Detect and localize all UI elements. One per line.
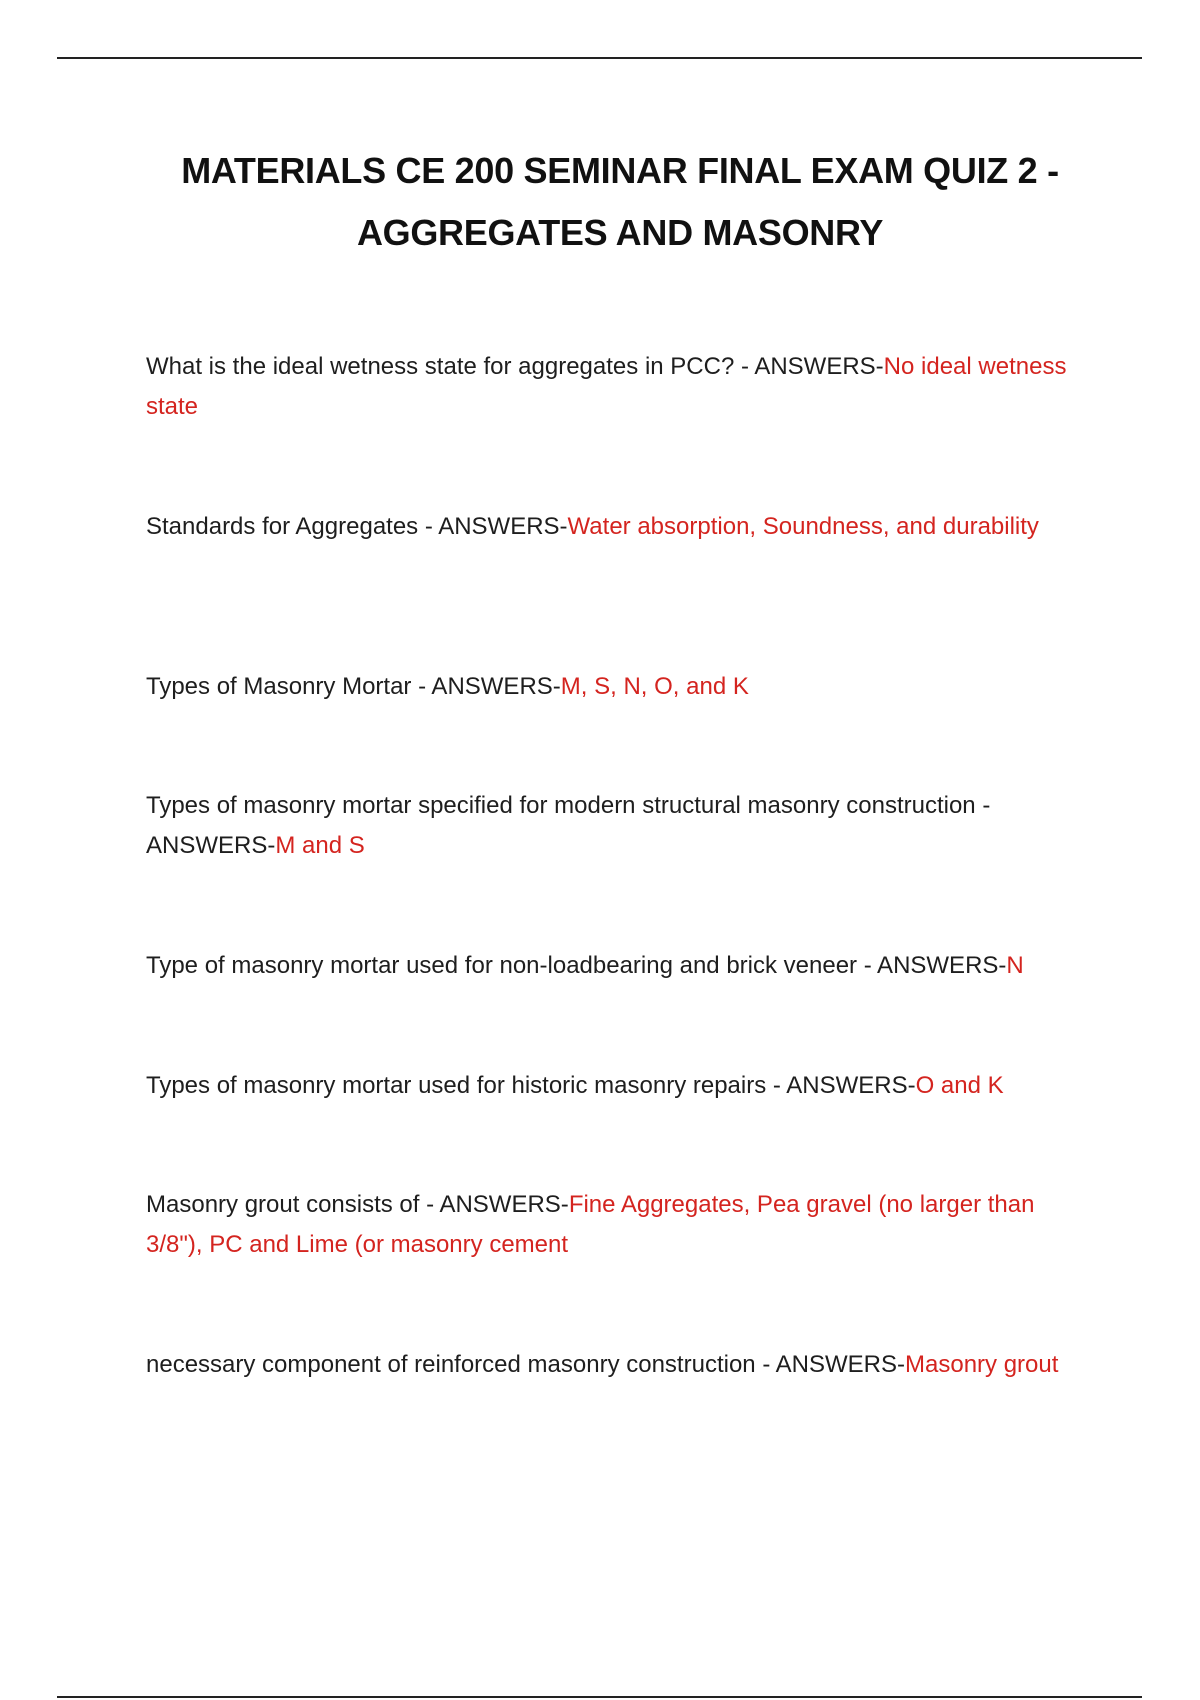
question-text: Types of masonry mortar used for historic masonry repairs: [146, 1072, 767, 1099]
answers-label: - ANSWERS-: [863, 952, 1007, 979]
answers-label: - ANSWERS-: [146, 792, 991, 859]
qa-item: [146, 1066, 1091, 1106]
qa-item: [146, 347, 1091, 427]
qa-item: [146, 786, 1091, 866]
answers-label: - ANSWERS-: [424, 513, 568, 540]
qa-item: [146, 1345, 1091, 1385]
qa-list: [146, 0, 1091, 1700]
question-text: necessary component of reinforced masonry construction: [146, 1351, 756, 1378]
answer-text: O and K: [915, 1072, 1004, 1099]
answer-text: Fine Aggregates, Pea gravel (no larger than 3/8"), PC and Lime (or masonry cement: [146, 1191, 1035, 1258]
answers-label: - ANSWERS-: [740, 353, 884, 380]
question-text: Types of Masonry Mortar: [146, 673, 412, 700]
bottom-rule: [57, 1696, 1142, 1698]
question-text: Masonry grout consists of: [146, 1191, 420, 1218]
qa-item: [146, 507, 1091, 547]
answer-text: N: [1006, 952, 1024, 979]
qa-item: [146, 667, 1091, 707]
qa-item: [146, 1185, 1091, 1265]
answers-label: - ANSWERS-: [418, 673, 561, 700]
question-text: Types of masonry mortar specified for modern structural masonry construction: [146, 792, 976, 819]
document-title: MATERIALS CE 200 SEMINAR FINAL EXAM QUIZ 2 - AGGREGATES AND MASONRY: [181, 150, 1059, 253]
qa-item: [146, 946, 1091, 986]
answer-text: M and S: [275, 832, 365, 859]
answer-text: M, S, N, O, and K: [560, 673, 749, 700]
answer-text: No ideal wetness state: [146, 353, 1067, 420]
question-text: Type of masonry mortar used for non-loadbearing and brick veneer: [146, 952, 858, 979]
question-text: What is the ideal wetness state for aggregates in PCC?: [146, 353, 735, 380]
answers-label: - ANSWERS-: [426, 1191, 569, 1218]
answers-label: - ANSWERS-: [772, 1072, 916, 1099]
answer-text: Masonry grout: [905, 1351, 1059, 1378]
question-text: Standards for Aggregates: [146, 513, 419, 540]
answers-label: - ANSWERS-: [762, 1351, 905, 1378]
answer-text: Water absorption, Soundness, and durability: [567, 513, 1039, 540]
